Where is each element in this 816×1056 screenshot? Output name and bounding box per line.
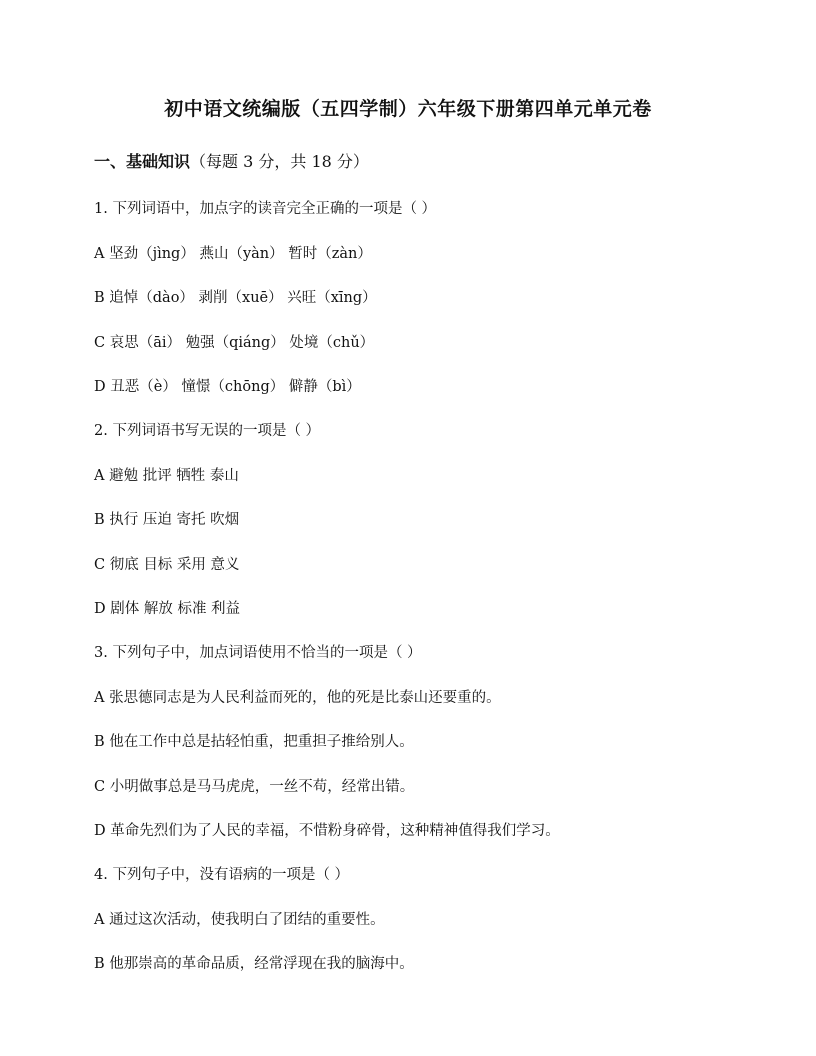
question-3-option-b: B 他在工作中总是拈轻怕重，把重担子推给别人。 <box>94 734 414 750</box>
question-2-option-d: D 剧体 解放 标准 利益 <box>94 601 241 617</box>
question-1-stem: 1. 下列词语中，加点字的读音完全正确的一项是（ ） <box>94 201 437 217</box>
section-heading-label: 一、基础知识 <box>94 152 191 171</box>
question-1-option-c: C 哀思（āi） 勉强（qiáng） 处境（chǔ） <box>94 335 375 351</box>
question-2-option-c: C 彻底 目标 采用 意义 <box>94 557 240 573</box>
question-1-option-b: B 追悼（dào） 剥削（xuē） 兴旺（xīng） <box>94 290 377 306</box>
section-heading <box>94 151 369 173</box>
question-3-option-a: A 张思德同志是为人民利益而死的，他的死是比泰山还要重的。 <box>94 690 501 706</box>
question-2-option-b: B 执行 压迫 寄托 吹烟 <box>94 512 240 528</box>
section-heading-note: （每题 3 分，共 18 分） <box>190 152 369 171</box>
question-3-option-c: C 小明做事总是马马虎虎，一丝不苟，经常出错。 <box>94 779 415 795</box>
question-4-option-a: A 通过这次活动，使我明白了团结的重要性。 <box>94 912 385 928</box>
question-1-option-d: D 丑恶（è） 憧憬（chōng） 僻静（bì） <box>94 379 361 395</box>
question-4-stem: 4. 下列句子中，没有语病的一项是（ ） <box>94 867 350 883</box>
question-3-stem: 3. 下列句子中，加点词语使用不恰当的一项是（ ） <box>94 645 422 661</box>
question-4-option-b: B 他那崇高的革命品质，经常浮现在我的脑海中。 <box>94 956 414 972</box>
question-1-option-a: A 坚劲（jìng） 燕山（yàn） 暂时（zàn） <box>94 246 372 262</box>
question-3-option-d: D 革命先烈们为了人民的幸福，不惜粉身碎骨，这种精神值得我们学习。 <box>94 823 560 839</box>
question-2-option-a: A 避勉 批评 牺牲 泰山 <box>94 468 239 484</box>
question-2-stem: 2. 下列词语书写无误的一项是（ ） <box>94 423 321 439</box>
document-title: 初中语文统编版（五四学制）六年级下册第四单元单元卷 <box>164 98 652 120</box>
